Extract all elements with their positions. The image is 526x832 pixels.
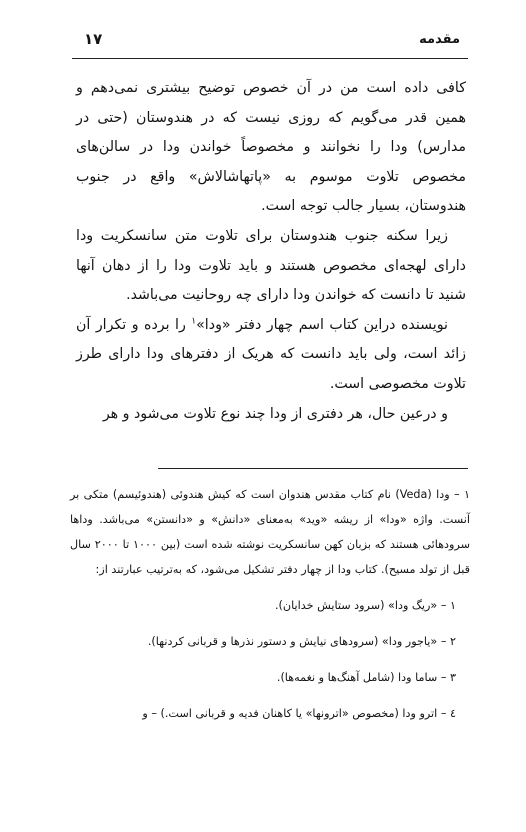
footnotes (70, 482, 470, 726)
paragraph-text: را برده و تکرار آن زائد است، ولی باید دانست که هریک از دفترهای ودا دارای طرز تلاوت مخصوصی است. (76, 316, 466, 392)
footnote-list-item: ٤ – اترو ودا (مخصوص «اترونها» یا کاهنان فدیه و قربانی است.) – و (142, 707, 456, 720)
footnote-divider (158, 468, 468, 469)
paragraph (76, 311, 466, 400)
footnote-list-item: ۲ – «یاجور ودا» (سرودهای نیایش و دستور نذرها و قربانی کردنها). (147, 635, 456, 648)
footnote-text: ۱ – ودا (Veda) نام کتاب مقدس هندوان است که کیش هندوئی (هندوئیسم) متکی بر آنست. واژه «ودا» از ریشه «وید» به‌معنای «دانش» و «دانستن» می‌باشد. وداها سرودهائی هستند که بزبان کهن سانسکریت نوشته شده است (بین ۱۰۰۰ تا ۲۰۰۰ سال قبل از تولد مسیح). کتاب ودا از چهار دفتر تشکیل می‌شود، که به‌ترتیب عبارتند از: (70, 488, 470, 576)
footnote-list-item: ۱ – «ریگ ودا» (سرود ستایش خدایان). (274, 599, 456, 612)
page-header (76, 28, 464, 54)
header-divider (72, 58, 468, 59)
running-title: مقدمه (419, 32, 460, 47)
main-text (76, 74, 466, 429)
paragraph: زیرا سکنه جنوب هندوستان برای تلاوت متن سانسکریت ودا دارای لهجه‌ای مخصوص هستند و باید تلاوت ودا را از دهان آنها شنید تا دانست که خواندن ودا دارای چه روحانیت می‌باشد. (76, 227, 466, 304)
footnote-reference[interactable]: ۱ (191, 316, 197, 327)
paragraph: کافی داده است من در آن خصوص توضیح بیشتری نمی‌دهم و همین قدر می‌گویم که روزی نیست که در هندوستان (حتی در مدارس) ودا را نخوانند و مخصوصاً خواندن ودا در سالن‌های مخصوص تلاوت موسوم به «پاتهاشالاش» واقع در جنوب هندوستان، بسیار جالب توجه است. (76, 80, 466, 215)
paragraph-text: نویسنده دراین کتاب اسم چهار دفتر «ودا» (196, 316, 448, 333)
paragraph: و درعین حال، هر دفتری از ودا چند نوع تلاوت می‌شود و هر (102, 405, 448, 422)
footnote-list-item: ۳ – ساما ودا (شامل آهنگ‌ها و نغمه‌ها). (276, 671, 456, 684)
page-number: ۱۷ (84, 30, 103, 48)
